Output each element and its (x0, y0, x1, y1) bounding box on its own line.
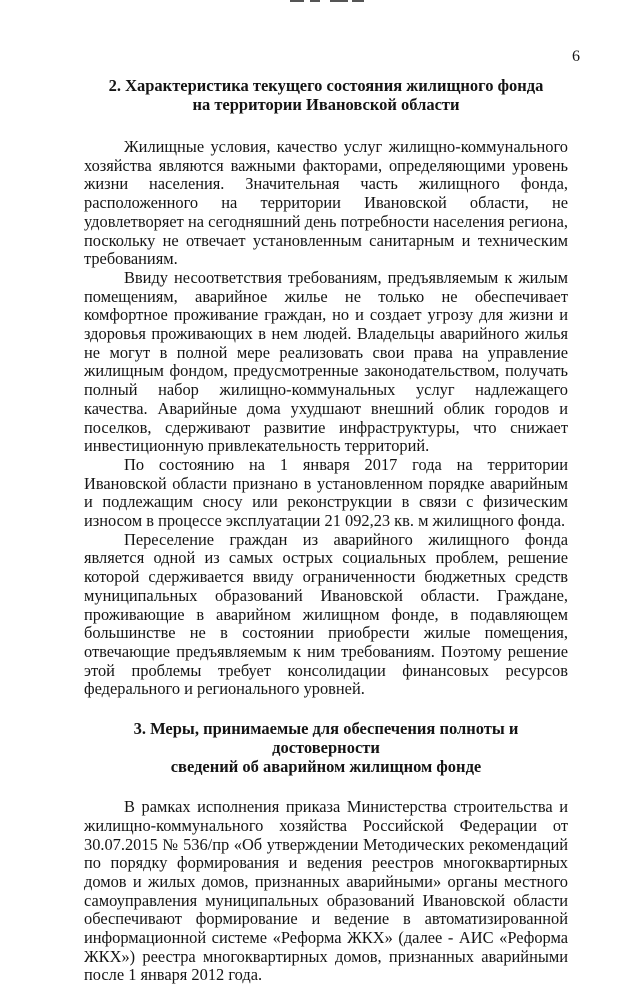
section-housing-characteristics (84, 76, 568, 699)
section-title-line: сведений об аварийном жилищном фонде (170, 757, 482, 777)
paragraph: Переселение граждан из аварийного жилищного фонда является одной из самых острых социальных проблем, решение которой сдерживается ввиду ограниченности бюджетных средств муниципальных образований Ивановской области. Граждане, проживающие в аварийном жилищном фонде, в подавляющем большинстве не в состоянии приобрести жилые помещения, отвечающие предъявляемым к ним требованиям. Поэтому решение этой проблемы требует консолидации финансовых ресурсов федерального и регионального уровней. (84, 529, 568, 699)
section-title-line: на территории Ивановской области (192, 95, 460, 114)
document-body (84, 76, 568, 985)
paragraph: По состоянию на 1 января 2017 года на территории Ивановской области признано в установленном порядке аварийным и подлежащим сносу или реконструкции в связи с физическим износом в процессе эксплуатации 21 092,23 кв. м жилищного фонда. (84, 454, 568, 531)
scan-artifact (290, 0, 370, 4)
section-measures (84, 719, 568, 985)
section-title-line: 3. Меры, принимаемые для обеспечения полноты и достоверности (133, 719, 519, 758)
section-title-line: 2. Характеристика текущего состояния жилищного фонда (108, 76, 544, 95)
paragraph: Жилищные условия, качество услуг жилищно-коммунального хозяйства являются важными факторами, определяющими уровень жизни населения. Значительная часть жилищного фонда, расположенного на территории Ивановской области, не удовлетворяет на сегодняшний день потребности населения региона, поскольку не отвечает установленным санитарным и техническим требованиям. (84, 137, 568, 269)
section-title (84, 76, 568, 114)
section-title (84, 719, 568, 776)
paragraph: Ввиду несоответствия требованиям, предъявляемым к жилым помещениям, аварийное жилье не только не обеспечивает комфортное проживание граждан, но и создает угрозу для жизни и здоровья проживающих в нем людей. Владельцы аварийного жилья не могут в полной мере реализовать свои права на управление жилищным фондом, предусмотренные законодательством, получать полный набор жилищно-коммунальных услуг надлежащего качества. Аварийные дома ухудшают внешний облик городов и поселков, сдерживают развитие инфраструктуры, что снижает инвестиционную привлекательность территорий. (84, 267, 568, 456)
paragraph: В рамках исполнения приказа Министерства строительства и жилищно-коммунального хозяйства Российской Федерации от 30.07.2015 № 536/пр «Об утверждении Методических рекомендаций по порядку формирования и ведения реестров многоквартирных домов и жилых домов, признанных аварийными» органы местного самоуправления муниципальных образований Ивановской области обеспечивают формирование и ведение в автоматизированной информационной системе «Реформа ЖКХ» (далее - АИС «Реформа ЖКХ») реестра многоквартирных домов, признанных аварийными после 1 января 2012 года. (84, 797, 568, 985)
page-number: 6 (572, 48, 580, 65)
